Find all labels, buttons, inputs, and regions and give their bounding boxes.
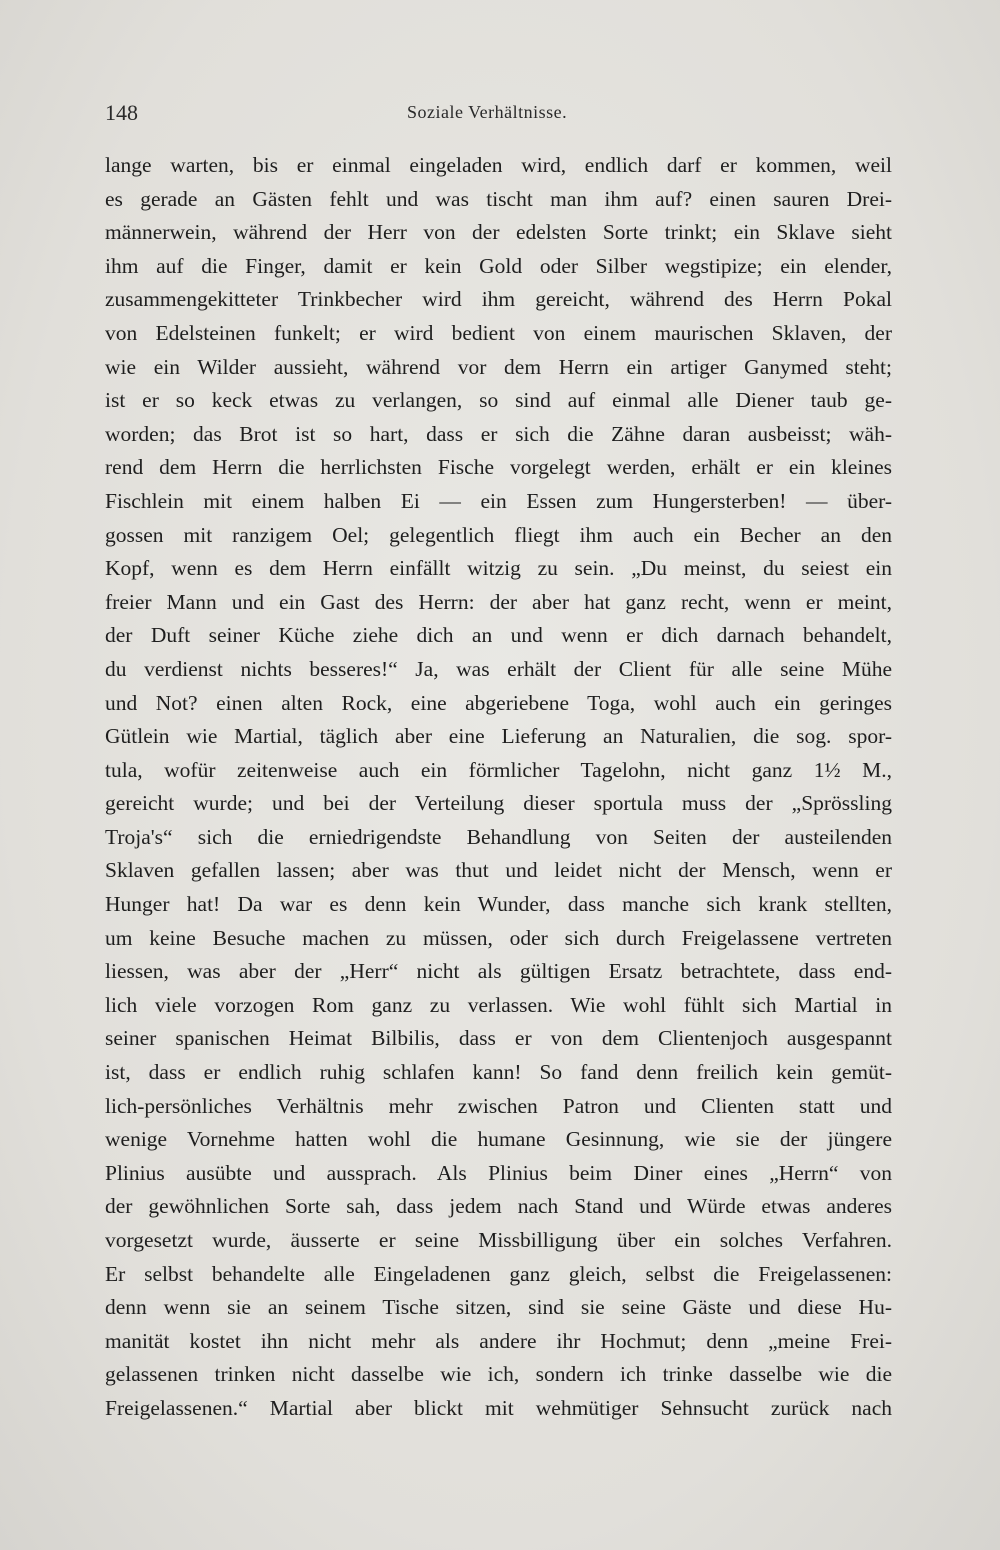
text-line: Plinius ausübte und aussprach. Als Plinius beim Diner eines „Herrn“ von [105, 1160, 892, 1185]
text-line: männerwein, während der Herr von der edelsten Sorte trinkt; ein Sklave sieht [105, 220, 892, 245]
text-line: Hunger hat! Da war es denn kein Wunder, dass manche sich krank stellten, [105, 892, 892, 917]
text-line: vorgesetzt wurde, äusserte er seine Missbilligung über ein solches Verfahren. [105, 1228, 892, 1252]
text-line: Troja's“ sich die erniedrigendste Behandlung von Seiten der austeilenden [105, 824, 892, 849]
text-line: Gütlein wie Martial, täglich aber eine Lieferung an Naturalien, die sog. spor- [105, 724, 892, 749]
text-line: lich-persönliches Verhältnis mehr zwischen Patron und Clienten statt und [105, 1093, 892, 1118]
text-line: lange warten, bis er einmal eingeladen wird, endlich darf er kommen, weil [105, 153, 892, 177]
text-line: liessen, was aber der „Herr“ nicht als gültigen Ersatz betrachtete, dass end- [105, 959, 892, 984]
text-line: wie ein Wilder aussieht, während vor dem Herrn ein artiger Ganymed steht; [105, 354, 892, 379]
text-line: Freigelassenen.“ Martial aber blickt mit wehmütiger Sehnsucht zurück nach [105, 1395, 892, 1420]
text-line: manität kostet ihn nicht mehr als andere ihr Hochmut; denn „meine Frei- [105, 1328, 892, 1353]
text-line: gelassenen trinken nicht dasselbe wie ich, sondern ich trinke dasselbe wie die [105, 1362, 892, 1387]
text-line: der Duft seiner Küche ziehe dich an und wenn er dich darnach behandelt, [105, 623, 892, 648]
text-line: lich viele vorzogen Rom ganz zu verlassen. Wie wohl fühlt sich Martial in [105, 992, 892, 1017]
text-line: ihm auf die Finger, damit er kein Gold oder Silber wegstipize; ein elender, [105, 253, 892, 278]
text-line: zusammengekitteter Trinkbecher wird ihm gereicht, während des Herrn Pokal [105, 287, 892, 312]
text-line: Kopf, wenn es dem Herrn einfällt witzig zu sein. „Du meinst, du seiest ein [105, 556, 892, 581]
text-line: Fischlein mit einem halben Ei — ein Essen zum Hungersterben! — über- [105, 488, 892, 513]
text-line: der gewöhnlichen Sorte sah, dass jedem nach Stand und Würde etwas anderes [105, 1194, 892, 1219]
text-line: Sklaven gefallen lassen; aber was thut und leidet nicht der Mensch, wenn er [105, 858, 892, 883]
text-line: und Not? einen alten Rock, eine abgeriebene Toga, wohl auch ein geringes [105, 690, 892, 715]
text-line: freier Mann und ein Gast des Herrn: der aber hat ganz recht, wenn er meint, [105, 589, 892, 614]
text-line: ist er so keck etwas zu verlangen, so sind auf einmal alle Diener taub ge- [105, 388, 892, 413]
text-line: seiner spanischen Heimat Bilbilis, dass er von dem Clientenjoch ausgespannt [105, 1026, 892, 1051]
running-head: Soziale Verhältnisse. [407, 102, 568, 122]
text-line: ist, dass er endlich ruhig schlafen kann! So fand denn freilich kein gemüt- [105, 1060, 892, 1085]
text-line: denn wenn sie an seinem Tische sitzen, sind sie seine Gäste und diese Hu- [105, 1295, 892, 1320]
text-line: tula, wofür zeitenweise auch ein förmlicher Tagelohn, nicht ganz 1½ M., [105, 757, 892, 782]
text-line: von Edelsteinen funkelt; er wird bedient von einem maurischen Sklaven, der [105, 320, 892, 345]
text-line: Er selbst behandelte alle Eingeladenen ganz gleich, selbst die Freigelassenen: [105, 1261, 892, 1286]
text-line: es gerade an Gästen fehlt und was tischt man ihm auf? einen sauren Drei- [105, 186, 892, 211]
text-line: um keine Besuche machen zu müssen, oder sich durch Freigelassene vertreten [105, 925, 892, 950]
page-number: 148 [105, 100, 138, 125]
text-line: rend dem Herrn die herrlichsten Fische vorgelegt werden, erhält er ein kleines [105, 455, 892, 480]
text-line: worden; das Brot ist so hart, dass er sich die Zähne daran ausbeisst; wäh- [105, 421, 892, 446]
body-text [105, 149, 892, 1426]
text-line: du verdienst nichts besseres!“ Ja, was erhält der Client für alle seine Mühe [105, 656, 892, 681]
text-line: gereicht wurde; und bei der Verteilung dieser sportula muss der „Sprössling [105, 791, 892, 816]
text-line: gossen mit ranzigem Oel; gelegentlich fliegt ihm auch ein Becher an den [105, 522, 892, 547]
text-line: wenige Vornehme hatten wohl die humane Gesinnung, wie sie der jüngere [105, 1127, 892, 1152]
page-header [105, 100, 895, 130]
